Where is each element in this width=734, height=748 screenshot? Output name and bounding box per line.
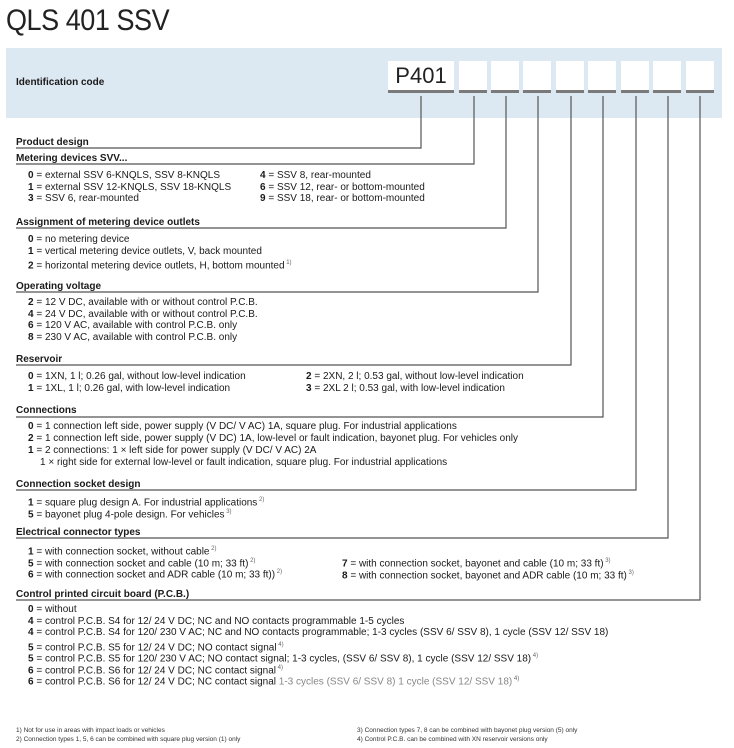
footnote: 2) Connection types 1, 5, 6 can be combined with square plug version (1) only: [16, 736, 241, 743]
connections-option: [28, 445, 316, 457]
option-text: = control P.C.B. S5 for 12/ 24 V DC; NO contact signal: [36, 641, 277, 653]
option-text: = control P.C.B. S4 for 12/ 24 V DC; NC and NO contacts programmable 1-5 cycles: [36, 615, 405, 627]
option-text: = SSV 12, rear- or bottom-mounted: [268, 181, 425, 193]
option-text: = SSV 8, rear-mounted: [268, 170, 371, 181]
connections-continuation: 1 × right side for external low-level or fault indication, square plug. For industrial applications: [40, 457, 448, 468]
footnote-ref: 4): [276, 664, 284, 671]
option-code: 2: [306, 371, 315, 382]
option-text: = with connection socket and ADR cable (10 m; 33 ft)): [36, 569, 276, 581]
option-code: 0: [28, 170, 37, 181]
option-text: = with connection socket, bayonet and cable (10 m; 33 ft): [350, 558, 604, 570]
option-text: = 120 V AC, available with control P.C.B. only: [36, 320, 238, 331]
reservoir-option: [306, 371, 524, 383]
option-code: 6: [260, 181, 269, 193]
option-code: 1: [28, 497, 37, 509]
metering-option: [28, 170, 220, 182]
footnote-ref: 3): [626, 569, 634, 576]
footnote-ref: 2): [257, 497, 265, 503]
option-code: 4: [28, 615, 37, 627]
assignment-heading: Assignment of metering device outlets: [16, 217, 200, 228]
option-code: 5: [28, 557, 37, 569]
option-text: = 2XL 2 l; 0.53 gal, with low-level indication: [314, 382, 505, 394]
option-text: = control P.C.B. S6 for 12/ 24 V DC; NC contact signal: [36, 664, 276, 676]
pcb-heading: Control printed circuit board (P.C.B.): [16, 589, 190, 600]
voltage-option: [28, 297, 258, 309]
footnote-ref: 2): [209, 546, 217, 552]
metering-option: [28, 193, 139, 205]
footnote-ref: 2): [275, 569, 283, 575]
footnote-ref: 4): [512, 676, 520, 682]
product-design-heading: Product design: [16, 137, 89, 148]
assignment-option: [28, 257, 292, 272]
option-text: = external SSV 6-KNQLS, SSV 8-KNQLS: [36, 170, 221, 181]
option-text: = bayonet plug 4-pole design. For vehicles: [36, 509, 225, 521]
option-text: = with connection socket, without cable: [36, 546, 210, 558]
option-code: 1: [28, 382, 37, 394]
footnote-ref: 2): [248, 557, 256, 564]
option-text: = 1XL, 1 l; 0.26 gal, with low-level indication: [36, 382, 231, 394]
option-code: 0: [28, 371, 37, 382]
pcb-option: [28, 616, 404, 628]
option-code: 0: [28, 604, 37, 615]
option-code: 8: [342, 569, 351, 581]
voltage-option: [28, 320, 237, 332]
connector-option: [28, 566, 282, 581]
connections-option: [28, 421, 457, 433]
option-text: = control P.C.B. S4 for 120/ 230 V AC; NC and NO contacts programmable; 1-3 cycles (SSV 6/ SSV 8), 1 cycle (SSV 12/ SSV 18): [36, 627, 609, 638]
footnote-ref: 3): [224, 509, 232, 515]
option-code: 6: [28, 664, 37, 676]
footnote-ref: 3): [603, 558, 611, 564]
footnote-ref: 4): [531, 653, 539, 659]
voltage-heading: Operating voltage: [16, 281, 102, 292]
connections-heading: Connections: [16, 405, 77, 416]
option-code: 1: [28, 445, 37, 456]
socket-heading: Connection socket design: [16, 479, 141, 490]
pcb-option: [28, 604, 77, 616]
option-code: 3: [306, 382, 315, 394]
metering-option: [260, 182, 425, 194]
option-code: 1: [28, 546, 37, 558]
option-text: = 1 connection left side, power supply (V DC) 1A, low-level or fault indication, bayonet plug. For vehicles only: [36, 433, 518, 444]
metering-heading: Metering devices SVV...: [16, 153, 128, 164]
option-text: = 230 V AC, available with control P.C.B. only: [36, 331, 238, 343]
option-code: 5: [28, 509, 37, 521]
footnote: 4) Control P.C.B. can be combined with XN reservoir versions only: [357, 736, 548, 743]
reservoir-heading: Reservoir: [16, 354, 63, 365]
option-code: 2: [28, 297, 37, 308]
option-code: 0: [28, 234, 37, 245]
option-text: = 2 connections: 1 × left side for power supply (V DC/ V AC) 2A: [36, 445, 317, 456]
option-text: = external SSV 12-KNQLS, SSV 18-KNQLS: [36, 181, 232, 193]
connector-heading: Electrical connector types: [16, 527, 141, 538]
option-text: = 1XN, 1 l; 0.26 gal, without low-level indication: [36, 371, 246, 382]
reservoir-option: [28, 383, 230, 395]
footnote-ref: 4): [276, 641, 284, 648]
code-box-text: P401: [395, 63, 447, 88]
option-text: = 2XN, 2 l; 0.53 gal, without low-level indication: [314, 371, 524, 382]
page-title: QLS 401 SSV: [6, 4, 170, 37]
option-code: 6: [28, 676, 37, 688]
option-code: 7: [342, 558, 351, 570]
footnote: 3) Connection types 7, 8 can be combined with bayonet plug version (5) only: [357, 727, 578, 734]
option-code: 0: [28, 421, 37, 432]
option-code: 1: [28, 181, 37, 193]
option-text: = vertical metering device outlets, V, back mounted: [36, 245, 262, 257]
pcb-option: [28, 673, 519, 688]
assignment-option: [28, 246, 262, 258]
option-text: = control P.C.B. S5 for 120/ 230 V AC; NO contact signal; 1-3 cycles, (SSV 6/ SSV 8), 1 cycle (SSV 12/ SSV 18): [36, 653, 532, 665]
option-code: 4: [260, 170, 269, 181]
pcb-option: [28, 627, 608, 639]
option-text: = no metering device: [36, 234, 130, 245]
metering-option: [260, 170, 371, 182]
option-text: = control P.C.B. S6 for 12/ 24 V DC; NC contact signal: [36, 676, 276, 688]
option-text: = with connection socket, bayonet and ADR cable (10 m; 33 ft): [350, 569, 627, 581]
option-text: = horizontal metering device outlets, H, bottom mounted: [36, 260, 285, 272]
option-text: = SSV 18, rear- or bottom-mounted: [268, 193, 425, 204]
option-code: 2: [28, 433, 37, 444]
option-code: 6: [28, 320, 37, 331]
option-code: 3: [28, 193, 37, 204]
option-text: = square plug design A. For industrial applications: [36, 497, 258, 509]
option-code: 8: [28, 331, 37, 343]
footnote-ref: 1): [284, 260, 292, 266]
option-text: = without: [36, 604, 77, 615]
connector-option: [342, 567, 634, 582]
option-text: = SSV 6, rear-mounted: [36, 193, 139, 204]
option-text-faded: 1-3 cycles (SSV 6/ SSV 8) 1 cycle (SSV 12/ SSV 18): [276, 676, 513, 688]
option-code: 5: [28, 641, 37, 653]
option-code: 1: [28, 245, 37, 257]
voltage-option: [28, 309, 258, 321]
option-code: 2: [28, 260, 37, 272]
assignment-option: [28, 234, 129, 246]
voltage-option: [28, 332, 237, 344]
option-code: 6: [28, 569, 37, 581]
metering-option: [260, 193, 425, 205]
option-text: = 24 V DC, available with or without control P.C.B.: [36, 308, 258, 320]
option-text: = with connection socket and cable (10 m; 33 ft): [36, 557, 249, 569]
reservoir-option: [306, 383, 505, 395]
option-text: = 12 V DC, available with or without control P.C.B.: [36, 297, 258, 308]
connections-option: [28, 433, 518, 445]
option-code: 4: [28, 308, 37, 320]
option-code: 9: [260, 193, 269, 204]
option-code: 5: [28, 653, 37, 665]
reservoir-option: [28, 371, 246, 383]
socket-option: [28, 506, 232, 521]
metering-option: [28, 182, 231, 194]
identification-label: Identification code: [16, 77, 105, 88]
option-text: = 1 connection left side, power supply (V DC/ V AC) 1A, square plug. For industrial applications: [36, 421, 457, 432]
footnote: 1) Not for use in areas with impact loads or vehicles: [16, 727, 165, 734]
option-code: 4: [28, 627, 37, 638]
